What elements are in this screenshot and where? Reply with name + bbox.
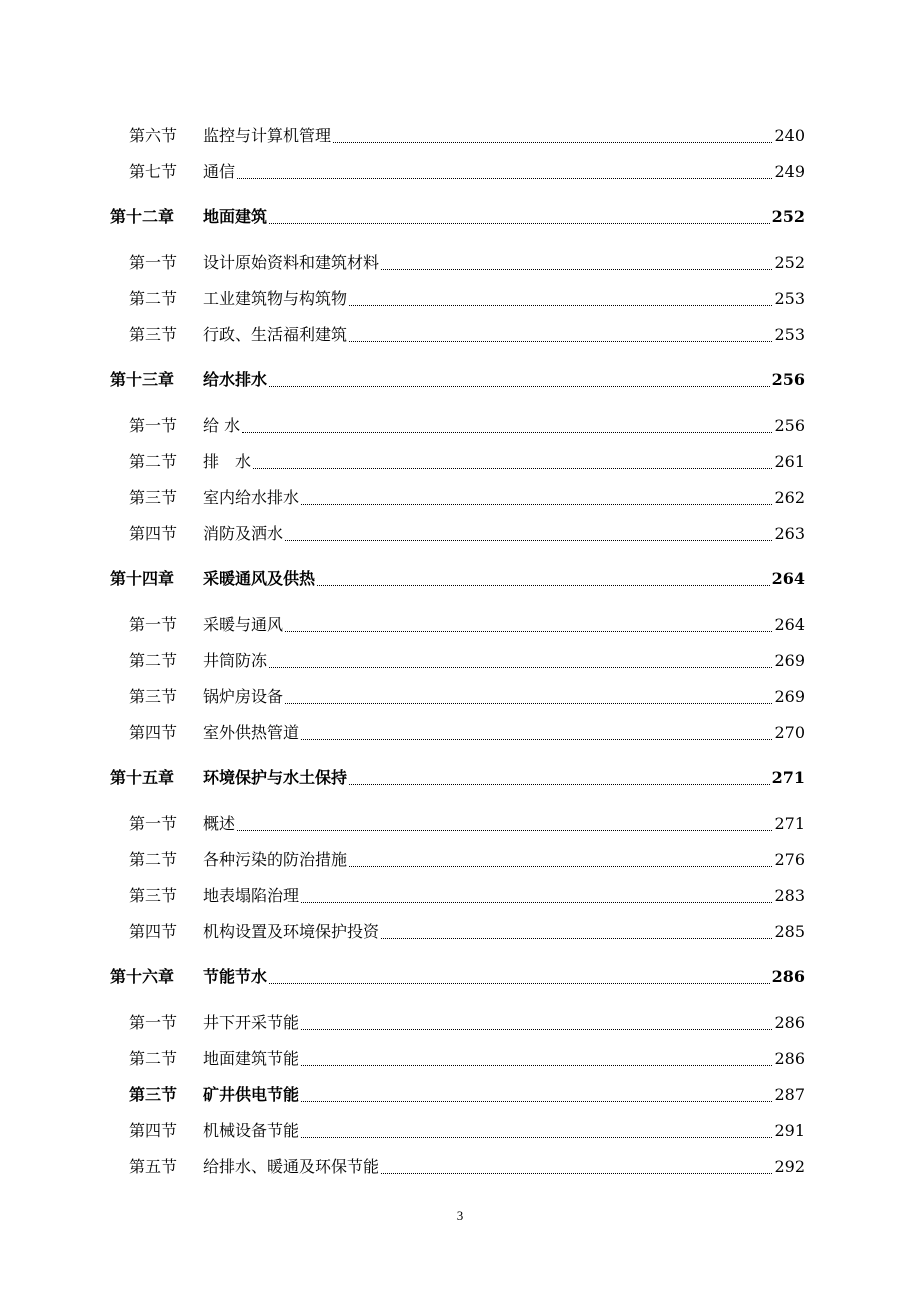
toc-entry-label: 第三节	[129, 325, 178, 344]
toc-entry-title: 节能节水	[203, 967, 268, 986]
toc-entry-title: 矿井供电节能	[203, 1085, 300, 1104]
toc-chapter-row[interactable]	[0, 965, 920, 989]
toc-section-row[interactable]	[0, 920, 920, 944]
toc-entry-title: 机械设备节能	[203, 1121, 300, 1140]
toc-entry-title: 室内给水排水	[203, 488, 300, 507]
toc-entry-page: 264	[774, 615, 805, 634]
toc-section-row[interactable]	[0, 1011, 920, 1035]
toc-entry-page: 283	[774, 886, 805, 905]
toc-entry-page: 286	[774, 1013, 805, 1032]
toc-section-row[interactable]	[0, 124, 920, 148]
toc-section-row[interactable]	[0, 1155, 920, 1179]
toc-entry-label: 第一节	[129, 416, 178, 435]
toc-entry-title: 室外供热管道	[203, 723, 300, 742]
toc-entry-page: 291	[774, 1121, 805, 1140]
toc-entry-page: 286	[774, 1049, 805, 1068]
toc-entry-label: 第二节	[129, 651, 178, 670]
toc-entry-label: 第十四章	[110, 569, 175, 588]
toc-entry-page: 256	[771, 370, 805, 389]
toc-entry-label: 第四节	[129, 922, 178, 941]
toc-entry-page: 271	[774, 814, 805, 833]
toc-entry-page: 252	[774, 253, 805, 272]
toc-entry-title: 行政、生活福利建筑	[203, 325, 348, 344]
toc-entry-title: 设计原始资料和建筑材料	[203, 253, 380, 272]
toc-entry-title: 工业建筑物与构筑物	[203, 289, 348, 308]
dot-leader	[301, 1063, 772, 1066]
toc-section-row[interactable]	[0, 848, 920, 872]
dot-leader	[285, 629, 772, 632]
dot-leader	[349, 782, 770, 785]
toc-entry-label: 第四节	[129, 1121, 178, 1140]
toc-entry-title: 各种污染的防治措施	[203, 850, 348, 869]
dot-leader	[301, 1135, 772, 1138]
toc-entry-label: 第三节	[129, 488, 178, 507]
toc-entry-label: 第十三章	[110, 370, 175, 389]
dot-leader	[269, 221, 770, 224]
dot-leader	[381, 936, 772, 939]
toc-entry-title: 环境保护与水土保持	[203, 768, 348, 787]
toc-entry-label: 第一节	[129, 1013, 178, 1032]
toc-entry-page: 253	[774, 289, 805, 308]
toc-entry-label: 第一节	[129, 615, 178, 634]
toc-chapter-row[interactable]	[0, 368, 920, 392]
toc-section-row[interactable]	[0, 414, 920, 438]
toc-chapter-row[interactable]	[0, 766, 920, 790]
toc-entry-label: 第七节	[129, 162, 178, 181]
toc-entry-label: 第十五章	[110, 768, 175, 787]
dot-leader	[349, 864, 772, 867]
toc-entry-label: 第二节	[129, 289, 178, 308]
dot-leader	[237, 828, 772, 831]
toc-entry-title: 地面建筑节能	[203, 1049, 300, 1068]
toc-entry-page: 240	[774, 126, 805, 145]
toc-entry-title: 监控与计算机管理	[203, 126, 332, 145]
toc-entry-label: 第一节	[129, 253, 178, 272]
toc-entry-title: 概述	[203, 814, 236, 833]
toc-entry-title: 地面建筑	[203, 207, 268, 226]
toc-section-row[interactable]	[0, 613, 920, 637]
toc-entry-page: 262	[774, 488, 805, 507]
toc-entry-title: 给排水、暖通及环保节能	[203, 1157, 380, 1176]
dot-leader	[237, 176, 772, 179]
toc-entry-page: 261	[774, 452, 805, 471]
toc-entry-title: 井下开采节能	[203, 1013, 300, 1032]
toc-section-row[interactable]	[0, 1047, 920, 1071]
toc-entry-label: 第五节	[129, 1157, 178, 1176]
dot-leader	[301, 502, 772, 505]
dot-leader	[349, 303, 772, 306]
toc-entry-page: 292	[774, 1157, 805, 1176]
toc-entry-label: 第一节	[129, 814, 178, 833]
toc-section-row[interactable]	[0, 486, 920, 510]
dot-leader	[285, 538, 772, 541]
dot-leader	[381, 1171, 772, 1174]
toc-entry-page: 269	[774, 687, 805, 706]
toc-section-row[interactable]	[0, 884, 920, 908]
toc-entry-page: 270	[774, 723, 805, 742]
toc-entry-page: 249	[774, 162, 805, 181]
toc-entry-title: 采暖通风及供热	[203, 569, 316, 588]
toc-entry-page: 256	[774, 416, 805, 435]
toc-entry-label: 第三节	[129, 687, 178, 706]
toc-chapter-row[interactable]	[0, 567, 920, 591]
toc-entry-label: 第四节	[129, 723, 178, 742]
dot-leader	[381, 267, 772, 270]
dot-leader	[242, 430, 772, 433]
toc-entry-label: 第四节	[129, 524, 178, 543]
toc-section-row[interactable]	[0, 1119, 920, 1143]
toc-entry-title: 排 水	[203, 452, 252, 471]
dot-leader	[333, 140, 772, 143]
dot-leader	[317, 583, 770, 586]
toc-entry-label: 第三节	[129, 1085, 178, 1104]
toc-entry-page: 253	[774, 325, 805, 344]
dot-leader	[349, 339, 772, 342]
toc-entry-title: 采暖与通风	[203, 615, 284, 634]
toc-entry-label: 第二节	[129, 452, 178, 471]
toc-entry-page: 285	[774, 922, 805, 941]
toc-section-row[interactable]	[0, 450, 920, 474]
toc-entry-label: 第六节	[129, 126, 178, 145]
toc-entry-title: 井筒防冻	[203, 651, 268, 670]
toc-entry-page: 276	[774, 850, 805, 869]
toc-entry-title: 通信	[203, 162, 236, 181]
toc-section-row[interactable]	[0, 160, 920, 184]
toc-entry-page: 287	[774, 1085, 805, 1104]
dot-leader	[301, 737, 772, 740]
toc-section-row[interactable]	[0, 685, 920, 709]
toc-entry-page: 269	[774, 651, 805, 670]
toc-section-row[interactable]	[0, 1083, 920, 1107]
toc-entry-title: 给水排水	[203, 370, 268, 389]
dot-leader	[301, 900, 772, 903]
dot-leader	[269, 665, 772, 668]
page-number: 3	[456, 1208, 464, 1223]
toc-entry-page: 271	[771, 768, 805, 787]
toc-entry-title: 消防及洒水	[203, 524, 284, 543]
toc-entry-label: 第十二章	[110, 207, 175, 226]
toc-section-row[interactable]	[0, 721, 920, 745]
toc-entry-title: 机构设置及环境保护投资	[203, 922, 380, 941]
toc-section-row[interactable]	[0, 522, 920, 546]
toc-entry-page: 286	[771, 967, 805, 986]
toc-section-row[interactable]	[0, 649, 920, 673]
dot-leader	[269, 981, 770, 984]
toc-section-row[interactable]	[0, 287, 920, 311]
toc-entry-page: 263	[774, 524, 805, 543]
toc-entry-title: 给 水	[203, 416, 241, 435]
dot-leader	[285, 701, 772, 704]
dot-leader	[301, 1099, 772, 1102]
toc-entry-label: 第三节	[129, 886, 178, 905]
toc-entry-label: 第十六章	[110, 967, 175, 986]
toc-section-row[interactable]	[0, 323, 920, 347]
toc-section-row[interactable]	[0, 812, 920, 836]
toc-section-row[interactable]	[0, 251, 920, 275]
dot-leader	[269, 384, 770, 387]
toc-entry-label: 第二节	[129, 850, 178, 869]
toc-entry-title: 地表塌陷治理	[203, 886, 300, 905]
toc-chapter-row[interactable]	[0, 205, 920, 229]
toc-entry-title: 锅炉房设备	[203, 687, 284, 706]
toc-entry-page: 264	[771, 569, 805, 588]
toc-entry-label: 第二节	[129, 1049, 178, 1068]
dot-leader	[301, 1027, 772, 1030]
toc-entry-page: 252	[771, 207, 805, 226]
dot-leader	[253, 466, 772, 469]
